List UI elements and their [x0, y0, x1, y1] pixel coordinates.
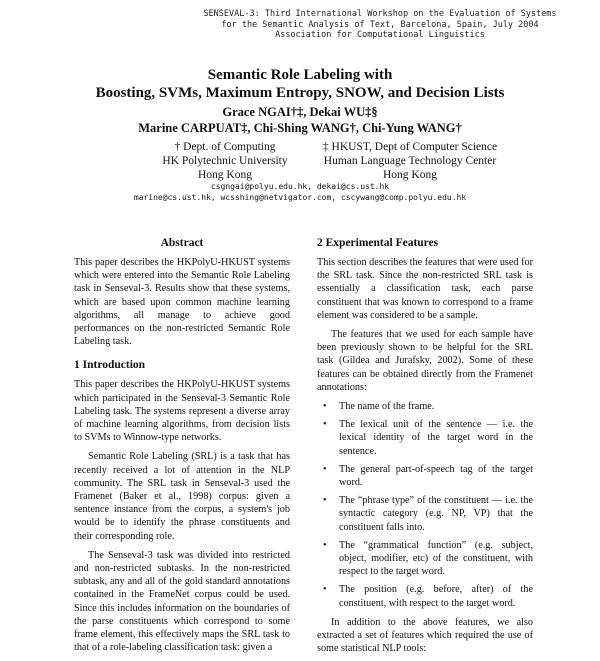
- affiliation-hkust: [290, 140, 530, 182]
- feature-text: The name of the frame.: [339, 401, 435, 413]
- venue-header: [190, 9, 570, 41]
- feature-text: The position (e.g. before, after) of the constituent, with respect to the target word.: [339, 584, 533, 609]
- affiliation-line: Hong Kong: [383, 169, 437, 181]
- intro-paragraph: The Senseval-3 task was divided into restricted and non-restricted subtasks. In the non-restricted subtask, any and all of the gold standard annotations contained in the FrameNet corpus could be used. Since this includes information on the boundaries of the parse constituents which correspond to some frame element, this effectively maps the SRL task to that of a role-labeling classification task: given a: [74, 549, 290, 654]
- abstract-heading: Abstract: [160, 237, 204, 249]
- author-line: Grace NGAI†‡, Dekai WU‡§: [222, 105, 378, 119]
- paper-title: [60, 66, 540, 102]
- feature-list-item: [323, 583, 533, 609]
- venue-line: SENSEVAL-3: Third International Workshop on the Evaluation of Systems: [203, 9, 557, 19]
- title-line: Semantic Role Labeling with: [207, 67, 393, 83]
- email-line: csgngai@polyu.edu.hk, dekai@cs.ust.hk: [210, 182, 390, 191]
- features-paragraph: In addition to the above features, we also extracted a set of features which required the use of some statistical NLP tools:: [317, 616, 533, 655]
- intro-paragraph: Semantic Role Labeling (SRL) is a task that has recently received a lot of attention in the NLP community. The SRL task in Senseval-3 used the Framenet (Baker et al., 1998) corpus: given a sentence instance from the corpus, a system's job would be to identify the phrase constituents and their corresponding role.: [74, 451, 290, 542]
- feature-text: The “grammatical function” (e.g. subject, object, modifier, etc) of the constituent, with respect to the target word.: [339, 539, 533, 578]
- feature-text: The “phrase type” of the constituent — i.e. the syntactic category (e.g. NP, VP) that the constituent falls into.: [339, 495, 533, 533]
- affiliation-line: ‡ HKUST, Dept of Computer Science: [322, 141, 498, 153]
- feature-text: The general part-of-speech tag of the target word.: [339, 463, 533, 489]
- feature-list: [317, 400, 533, 610]
- author-emails: [60, 181, 540, 203]
- affiliation-line: Hong Kong: [198, 169, 252, 181]
- features-paragraph: The features that we used for each sample have been previously shown to be helpful for the SRL task (Gildea and Jurafsky, 2002). Some of these features can be obtained directly from the Framenet annotations:: [317, 329, 533, 393]
- affiliation-line: † Dept. of Computing: [174, 141, 276, 153]
- bullet-icon: •: [323, 401, 327, 413]
- feature-list-item: [323, 494, 533, 534]
- bullet-icon: •: [323, 419, 327, 431]
- title-line: Boosting, SVMs, Maximum Entropy, SNOW, and Decision Lists: [95, 85, 505, 101]
- affiliation-line: HK Polytechnic University: [162, 155, 288, 167]
- features-paragraph: This section describes the features that were used for the SRL task. Since the non-restricted SRL task is essentially a classification task, each parse constituent that was known to correspond to a frame element was considered to be a sample.: [317, 257, 533, 321]
- author-line: Marine CARPUAT‡, Chi-Shing WANG†, Chi-Yung WANG†: [138, 121, 462, 135]
- bullet-icon: •: [323, 495, 327, 507]
- venue-line: for the Semantic Analysis of Text, Barcelona, Spain, July 2004: [221, 19, 539, 30]
- affiliation-polyu: [150, 140, 300, 182]
- email-line: marine@cs.ust.hk, wcsshing@netvigator.com, cscywang@comp.polyu.edu.hk: [133, 193, 467, 202]
- feature-list-item: [323, 539, 533, 579]
- bullet-icon: •: [323, 584, 327, 596]
- left-column: [74, 236, 290, 660]
- bullet-icon: •: [323, 539, 327, 551]
- intro-paragraph: This paper describes the HKPolyU-HKUST systems which participated in the Senseval-3 Semantic Role Labeling task. The systems represent a diverse array of machine learning algorithms, from decision lists to SVMs to Winnow-type networks.: [74, 379, 290, 444]
- intro-heading: 1 Introduction: [74, 359, 146, 372]
- features-heading: 2 Experimental Features: [317, 237, 439, 249]
- feature-list-item: [323, 463, 533, 489]
- bullet-icon: •: [323, 463, 327, 475]
- feature-text: The lexical unit of the sentence — i.e. the lexical identity of the target word in the sentence.: [339, 419, 533, 457]
- abstract-text: This paper describes the HKPolyU-HKUST systems which were entered into the Semantic Role Labeling task in Senseval-3. Results show that these systems, which are based upon common machine learning algorithms, all manage to achieve good performances on the non-restricted Semantic Role Labeling task.: [74, 257, 290, 348]
- feature-list-item: [323, 400, 533, 413]
- affiliation-line: Human Language Technology Center: [323, 155, 497, 167]
- right-column: [317, 236, 533, 661]
- feature-list-item: [323, 418, 533, 458]
- author-list: [60, 104, 540, 136]
- venue-line: Association for Computational Linguistics: [275, 30, 485, 40]
